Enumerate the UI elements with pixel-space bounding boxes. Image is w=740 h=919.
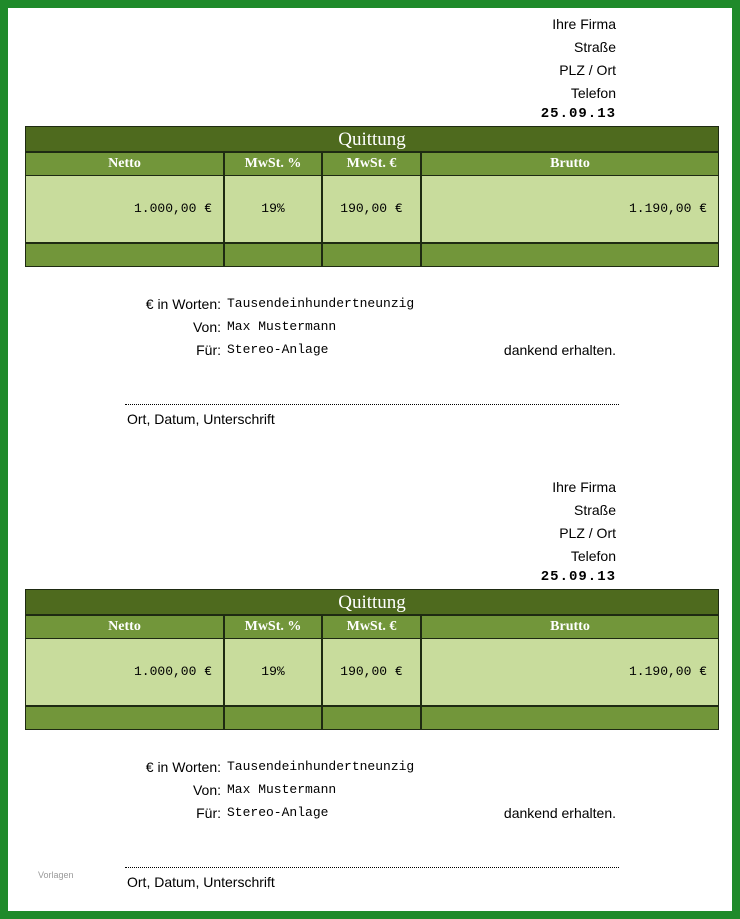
receipt-2 xyxy=(0,463,740,913)
header-vat-percent: MwSt. % xyxy=(225,616,321,638)
receipt-date: 25.09.13 xyxy=(540,106,616,122)
value-vat-amount: 190,00 € xyxy=(323,176,420,242)
footer-cell xyxy=(225,244,321,266)
value-vat-percent: 19% xyxy=(225,176,321,242)
words-label: € in Worten: xyxy=(145,759,221,775)
header-vat-amount: MwSt. € xyxy=(323,616,420,638)
footer-cell xyxy=(422,244,718,266)
company-name: Ihre Firma xyxy=(552,16,616,32)
company-street: Straße xyxy=(573,39,616,55)
from-value: Max Mustermann xyxy=(227,319,337,334)
header-netto: Netto xyxy=(26,616,223,638)
footer-cell xyxy=(323,244,420,266)
value-brutto: 1.190,00 € xyxy=(422,176,718,242)
thanks-text: dankend erhalten. xyxy=(503,805,616,821)
footer-cell xyxy=(422,707,718,729)
signature-label: Ort, Datum, Unterschrift xyxy=(127,874,275,890)
header-vat-percent: MwSt. % xyxy=(225,153,321,175)
header-brutto: Brutto xyxy=(422,616,718,638)
value-brutto: 1.190,00 € xyxy=(422,639,718,705)
footer-cell xyxy=(26,244,223,266)
for-label: Für: xyxy=(196,805,221,821)
value-netto: 1.000,00 € xyxy=(26,176,223,242)
company-city: PLZ / Ort xyxy=(559,62,616,78)
signature-line xyxy=(125,867,619,868)
words-value: Tausendeinhundertneunzig xyxy=(227,296,415,311)
from-label: Von: xyxy=(192,319,221,335)
header-vat-amount: MwSt. € xyxy=(323,153,420,175)
watermark: Vorlagen xyxy=(38,870,74,880)
words-value: Tausendeinhundertneunzig xyxy=(227,759,415,774)
receipt-1 xyxy=(0,0,740,450)
value-vat-amount: 190,00 € xyxy=(323,639,420,705)
company-phone: Telefon xyxy=(570,85,616,101)
amount-table xyxy=(25,126,719,267)
from-label: Von: xyxy=(192,782,221,798)
company-name: Ihre Firma xyxy=(552,479,616,495)
footer-cell xyxy=(26,707,223,729)
company-street: Straße xyxy=(573,502,616,518)
words-label: € in Worten: xyxy=(145,296,221,312)
receipt-title: Quittung xyxy=(26,590,718,614)
signature-label: Ort, Datum, Unterschrift xyxy=(127,411,275,427)
from-value: Max Mustermann xyxy=(227,782,337,797)
receipt-title: Quittung xyxy=(26,127,718,151)
for-value: Stereo-Anlage xyxy=(227,342,329,357)
for-label: Für: xyxy=(196,342,221,358)
value-netto: 1.000,00 € xyxy=(26,639,223,705)
for-value: Stereo-Anlage xyxy=(227,805,329,820)
signature-line xyxy=(125,404,619,405)
header-netto: Netto xyxy=(26,153,223,175)
footer-cell xyxy=(225,707,321,729)
receipt-date: 25.09.13 xyxy=(540,569,616,585)
amount-table xyxy=(25,589,719,730)
footer-cell xyxy=(323,707,420,729)
value-vat-percent: 19% xyxy=(225,639,321,705)
header-brutto: Brutto xyxy=(422,153,718,175)
company-phone: Telefon xyxy=(570,548,616,564)
thanks-text: dankend erhalten. xyxy=(503,342,616,358)
company-city: PLZ / Ort xyxy=(559,525,616,541)
